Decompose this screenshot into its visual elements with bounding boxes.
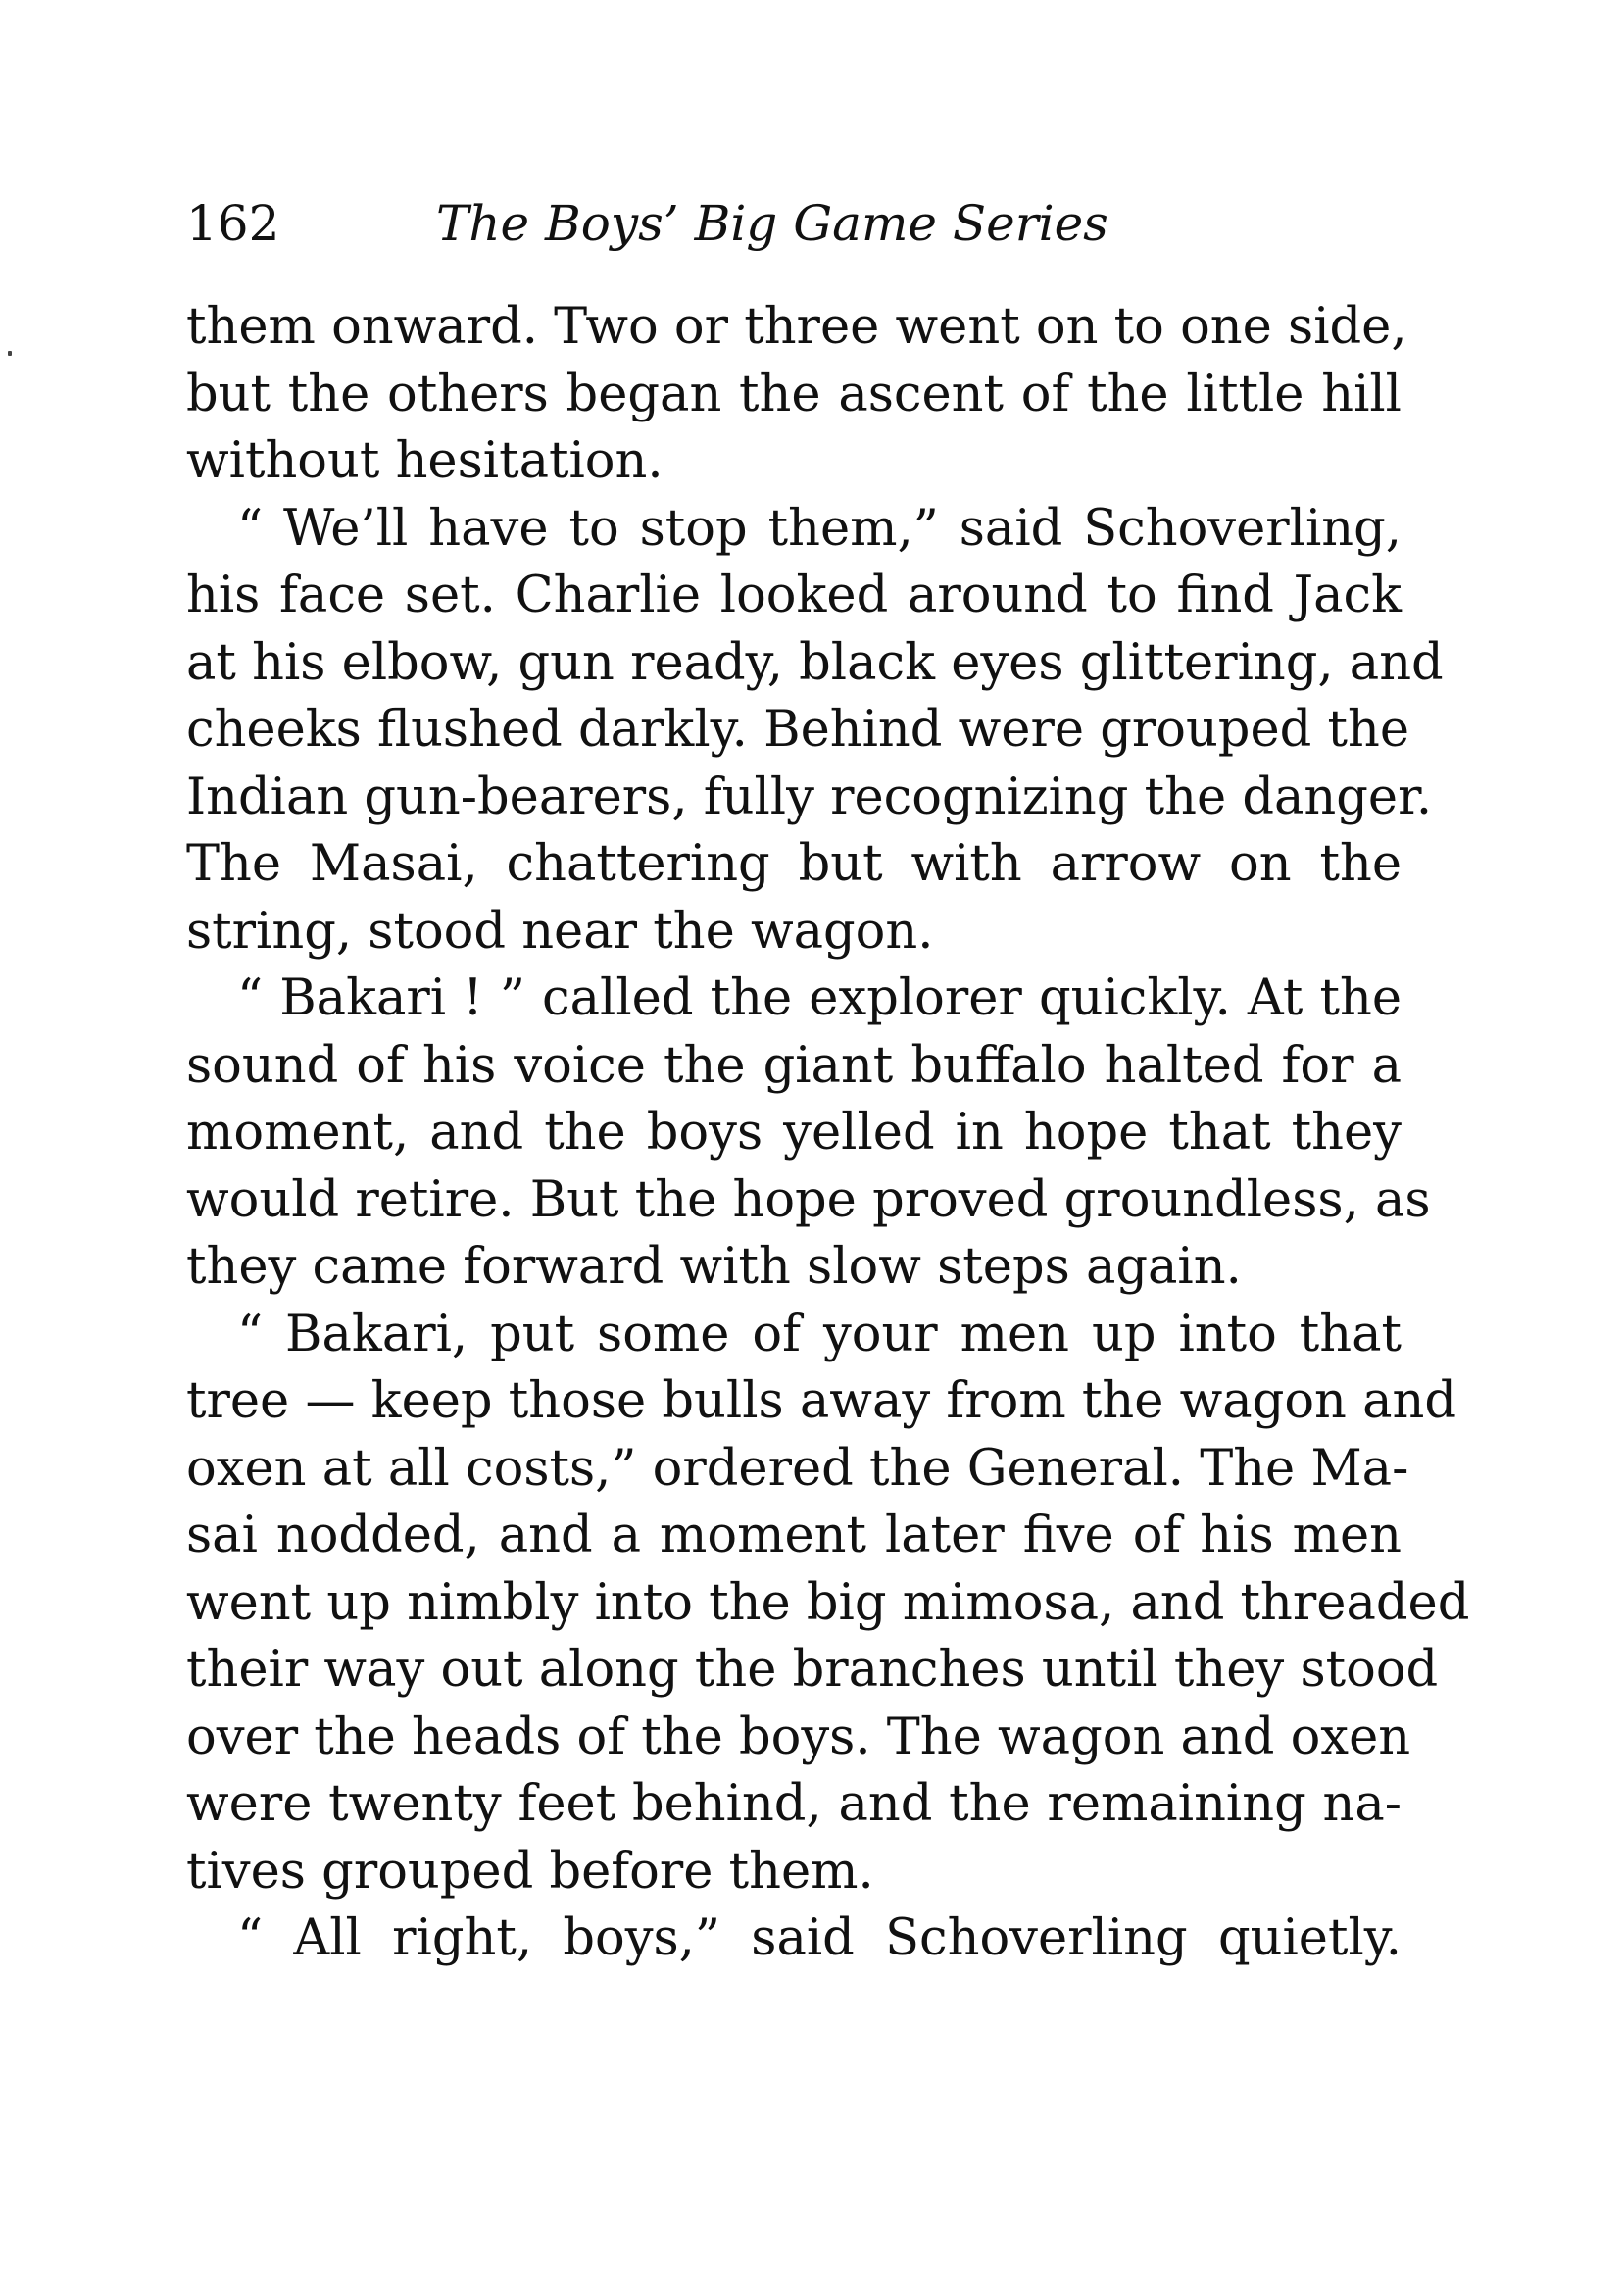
text-line: “ Bakari, put some of your men up into that (237, 1305, 1402, 1363)
text-line: moment, and the boys yelled in hope that they (186, 1104, 1402, 1162)
text-line: sai nodded, and a moment later five of his men (186, 1507, 1402, 1564)
text-line: Indian gun-bearers, fully recognizing the danger. (186, 767, 1433, 826)
text-line: their way out along the branches until they stood (186, 1641, 1439, 1699)
text-line: his face set. Charlie looked around to find Jack (186, 567, 1402, 624)
text-line: “ Bakari ! ” called the explorer quickly. At the (237, 969, 1402, 1027)
running-head (186, 184, 1402, 263)
text-line: cheeks flushed darkly. Behind were grouped the (186, 701, 1410, 759)
text-line: oxen at all costs,” ordered the General. The Ma- (186, 1439, 1409, 1498)
text-line: “ All right, boys,” said Schoverling quietly. (237, 1909, 1402, 1967)
margin-speck (8, 351, 12, 356)
text-line: “ We’ll have to stop them,” said Schoverling, (237, 499, 1402, 558)
text-line: were twenty feet behind, and the remaining na- (186, 1775, 1402, 1833)
page-number: 162 (186, 195, 280, 252)
text-line: went up nimbly into the big mimosa, and threaded (186, 1573, 1470, 1632)
text-line: them onward. Two or three went on to one side, (186, 298, 1407, 356)
text-line: they came forward with slow steps again. (186, 1238, 1242, 1296)
text-line: tives grouped before them. (186, 1842, 874, 1901)
text-line: without hesitation. (186, 432, 664, 490)
text-line: would retire. But the hope proved groundless, as (186, 1170, 1431, 1229)
text-line: tree — keep those bulls away from the wagon and (186, 1372, 1457, 1430)
text-line: at his elbow, gun ready, black eyes glittering, and (186, 633, 1444, 692)
text-line: The Masai, chattering but with arrow on the (186, 835, 1402, 893)
text-line: sound of his voice the giant buffalo halted for a (186, 1036, 1402, 1095)
text-line: over the heads of the boys. The wagon and oxen (186, 1707, 1411, 1766)
text-line: string, stood near the wagon. (186, 902, 934, 961)
running-title: The Boys’ Big Game Series (436, 195, 1108, 252)
text-line: but the others began the ascent of the little hill (186, 365, 1402, 423)
body-text (186, 294, 1470, 1973)
